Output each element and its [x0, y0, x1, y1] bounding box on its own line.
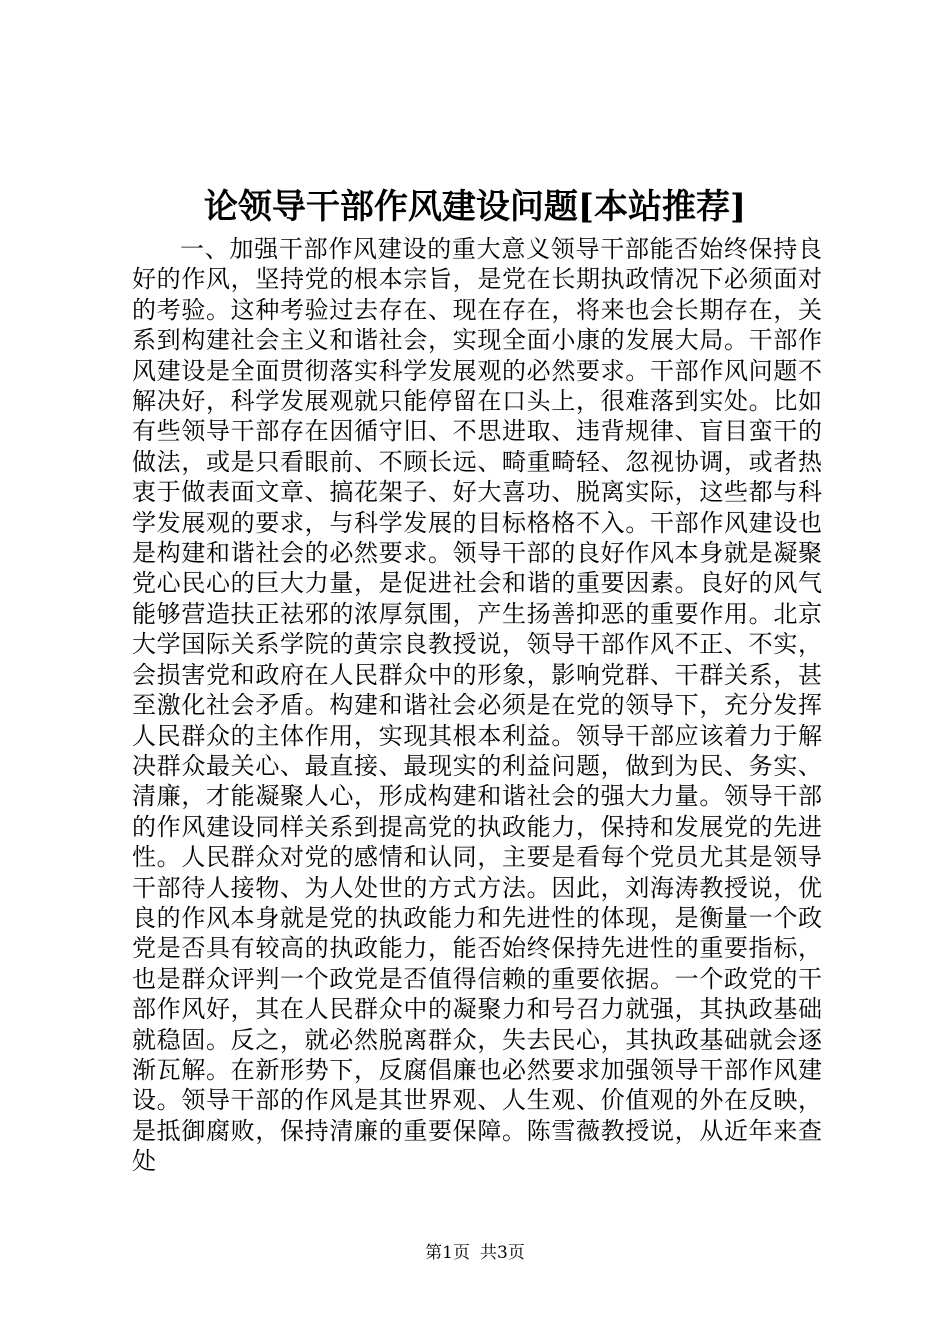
page-footer	[0, 1242, 950, 1264]
document-title: 论领导干部作风建设问题[本站推荐]	[203, 187, 747, 227]
body-paragraph: 一、加强干部作风建设的重大意义领导干部能否始终保持良好的作风，坚持党的根本宗旨，是党在长期执政情况下必须面对的考验。这种考验过去存在、现在存在，将来也会长期存在，关系到构建社会主义和谐社会，实现全面小康的发展大局。干部作风建设是全面贯彻落实科学发展观的必然要求。干部作风问题不解决好，科学发展观就只能停留在口头上，很难落到实处。比如有些领导干部存在因循守旧、不思进取、违背规律、盲目蛮干的做法，或是只看眼前、不顾长远、畸重畸轻、忽视协调，或者热衷于做表面文章、搞花架子、好大喜功、脱离实际，这些都与科学发展观的要求，与科学发展的目标格格不入。干部作风建设也是构建和谐社会的必然要求。领导干部的良好作风本身就是凝聚党心民心的巨大力量，是促进社会和谐的重要因素。良好的风气能够营造扶正祛邪的浓厚氛围，产生扬善抑恶的重要作用。北京大学国际关系学院的黄宗良教授说，领导干部作风不正、不实，会损害党和政府在人民群众中的形象，影响党群、干群关系，甚至激化社会矛盾。构建和谐社会必须是在党的领导下，充分发挥人民群众的主体作用，实现其根本利益。领导干部应该着力于解决群众最关心、最直接、最现实的利益问题，做到为民、务实、清廉，才能凝聚人心，形成构建和谐社会的强大力量。领导干部的作风建设同样关系到提高党的执政能力，保持和发展党的先进性。人民群众对党的感情和认同，主要是看每个党员尤其是领导干部待人接物、为人处世的方式方法。因此，刘海涛教授说，优良的作风本身就是党的执政能力和先进性的体现，是衡量一个政党是否具有较高的执政能力，能否始终保持先进性的重要指标，也是群众评判一个政党是否值得信赖的重要依据。一个政党的干部作风好，其在人民群众中的凝聚力和号召力就强，其执政基础就稳固。反之，就必然脱离群众，失去民心，其执政基础就会逐渐瓦解。在新形势下，反腐倡廉也必然要求加强领导干部作风建设。领导干部的作风是其世界观、人生观、价值观的外在反映，是抵御腐败，保持清廉的重要保障。陈雪薇教授说，从近年来查处	[132, 235, 822, 1176]
page-number-total: 共3页	[480, 1243, 525, 1263]
page-number-current: 第1页	[425, 1243, 470, 1263]
